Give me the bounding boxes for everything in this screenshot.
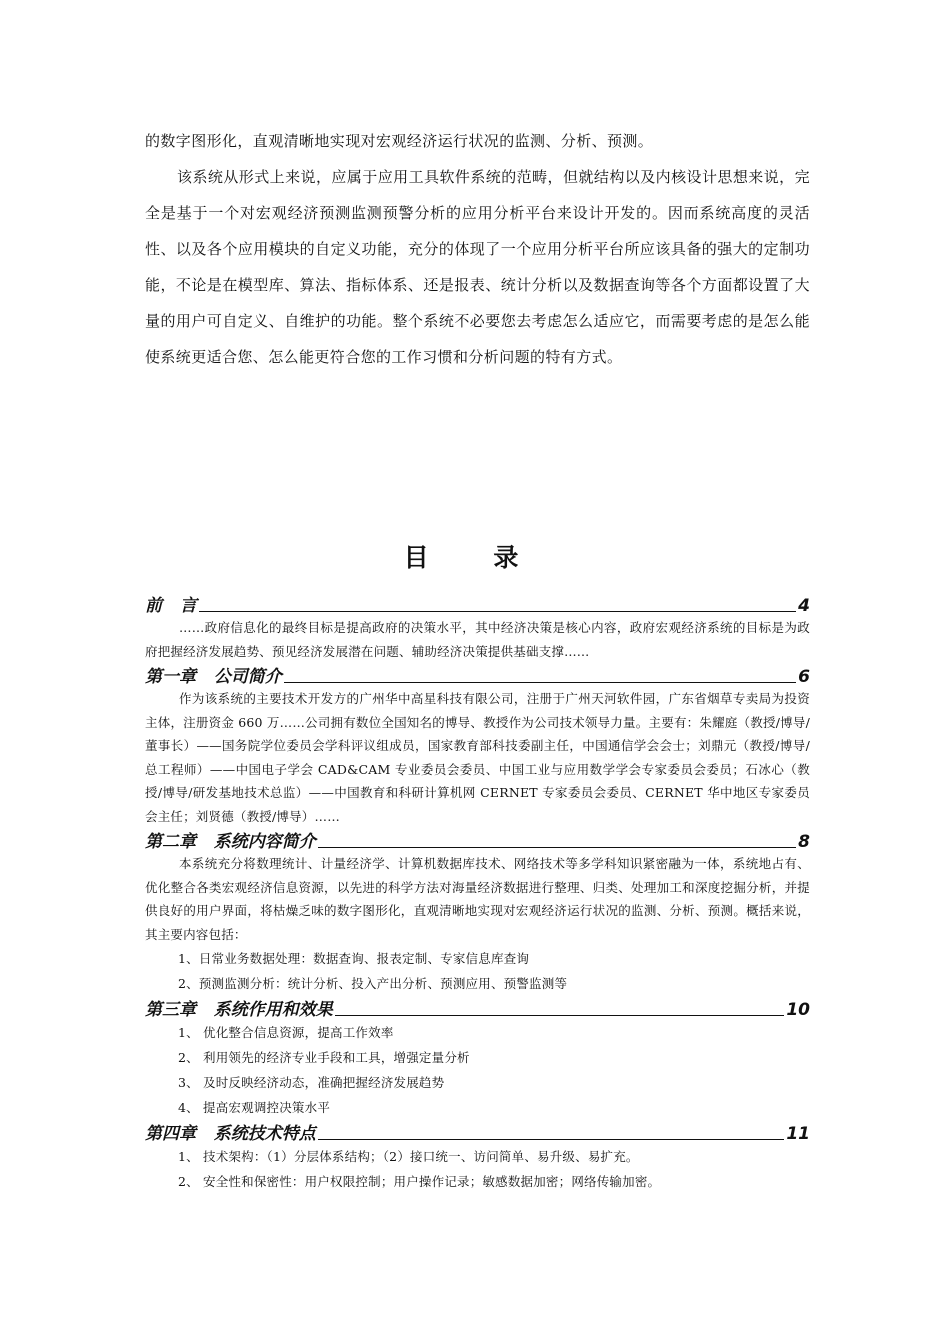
toc-page-number: 6 [798,667,810,687]
toc-heading[interactable] [145,592,810,616]
toc-list-item: 4、 提高宏观调控决策水平 [178,1100,331,1115]
toc-heading[interactable] [145,663,810,687]
toc-list-item: 1、 优化整合信息资源，提高工作效率 [178,1025,394,1040]
intro-paragraph: 该系统从形式上来说，应属于应用工具软件系统的范畴，但就结构以及内核设计思想来说，完全是基于一个对宏观经济预测监测预警分析的应用分析平台来设计开发的。因而系统高度的灵活性、以及各个应用模块的自定义功能，充分的体现了一个应用分析平台所应该具备的强大的定制功能，不论是在模型库、算法、指标体系、还是报表、统计分析以及数据查询等各个方面都设置了大量的用户可自定义、自维护的功能。整个系统不必要您去考虑怎么适应它，而需要考虑的是怎么能使系统更适合您、怎么能更符合您的工作习惯和分析问题的特有方式。 [145,168,810,366]
toc-entry-chapter-4 [145,1120,810,1194]
toc-description: ……政府信息化的最终目标是提高政府的决策水平，其中经济决策是核心内容，政府宏观经济系统的目标是为政府把握经济发展趋势、预见经济发展潜在问题、辅助经济决策提供基础支撑…… [145,620,810,659]
toc-description: 作为该系统的主要技术开发方的广州华中高星科技有限公司，注册于广州天河软件园，广东省烟草专卖局为投资主体，注册资金 660 万……公司拥有数位全国知名的博导、教授作为公司技术领导力量。主要有：朱耀庭（教授/博导/董事长）——国务院学位委员会学科评议组成员，国家教育部科技委副主任，中国通信学会会士；刘鼎元（教授/博导/总工程师）——中国电子学会 CAD&CAM 专业委员会委员、中国工业与应用数学学会专家委员会委员；石冰心（教授/博导/研发基地技术总监）——中国教育和科研计算机网 CERNET 专家委员会委员、CERNET 华中地区专家委员会主任；刘贤德（教授/博导）…… [145,691,810,824]
toc-entry-preface [145,592,810,663]
intro-section [145,123,810,375]
toc-page-number: 8 [798,832,810,852]
toc-page-number: 11 [786,1124,810,1144]
toc-item-list [145,946,810,996]
toc-leader-line [335,1015,785,1016]
toc-list-item: 3、 及时反映经济动态，准确把握经济发展趋势 [178,1075,445,1090]
toc-entry-chapter-1 [145,663,810,828]
table-of-contents [145,592,810,1194]
toc-page-number: 10 [786,1000,810,1020]
toc-page-number: 4 [798,596,810,616]
toc-item-list [145,1144,810,1194]
toc-heading[interactable] [145,1120,810,1144]
toc-list-item: 1、 技术架构：（1）分层体系结构；（2）接口统一、访问简单、易升级、易扩充。 [178,1149,639,1164]
toc-entry-chapter-2 [145,828,810,996]
toc-list-item: 1、日常业务数据处理：数据查询、报表定制、专家信息库查询 [178,951,530,966]
toc-leader-line [318,1139,785,1140]
toc-heading-label: 第一章 公司简介 [145,667,282,687]
toc-title: 目 录 [403,543,547,572]
toc-heading[interactable] [145,828,810,852]
toc-item-list [145,1020,810,1120]
intro-paragraph: 的数字图形化，直观清晰地实现对宏观经济运行状况的监测、分析、预测。 [145,132,654,150]
toc-leader-line [284,682,796,683]
toc-heading[interactable] [145,996,810,1020]
toc-heading-label: 第三章 系统作用和效果 [145,1000,333,1020]
toc-description: 本系统充分将数理统计、计量经济学、计算机数据库技术、网络技术等多学科知识紧密融为一体，系统地占有、优化整合各类宏观经济信息资源，以先进的科学方法对海量经济数据进行整理、归类、处理加工和深度挖掘分析，并提供良好的用户界面，将枯燥乏味的数字图形化，直观清晰地实现对宏观经济运行状况的监测、分析、预测。概括来说，其主要内容包括： [145,856,810,942]
toc-list-item: 2、预测监测分析：统计分析、投入产出分析、预测应用、预警监测等 [178,976,568,991]
toc-leader-line [199,611,796,612]
toc-heading-label: 第四章 系统技术特点 [145,1124,316,1144]
toc-heading-label: 第二章 系统内容简介 [145,832,316,852]
toc-heading-label: 前 言 [145,596,197,616]
toc-list-item: 2、 安全性和保密性：用户权限控制；用户操作记录；敏感数据加密；网络传输加密。 [178,1174,661,1189]
toc-list-item: 2、 利用领先的经济专业手段和工具，增强定量分析 [178,1050,470,1065]
toc-leader-line [318,847,796,848]
toc-entry-chapter-3 [145,996,810,1120]
